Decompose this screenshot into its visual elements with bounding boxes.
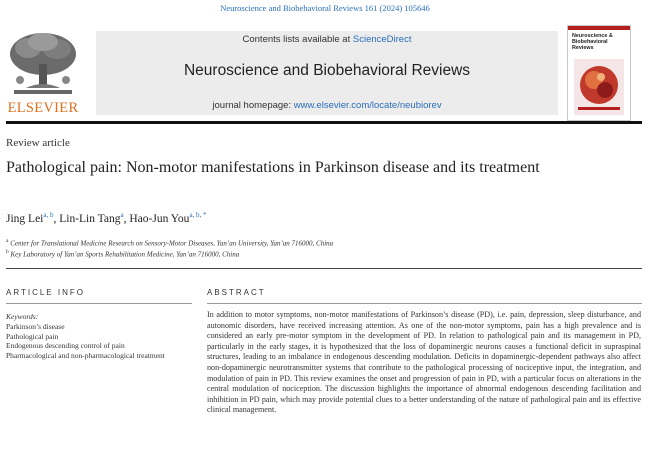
- contents-line: [96, 34, 558, 45]
- author-name[interactable]: Jing Lei: [6, 212, 44, 225]
- affiliation-text: Key Laboratory of Yan’an Sports Rehabilitation Medicine, Yan’an 716000, China: [10, 250, 240, 259]
- keyword-list: [6, 322, 190, 360]
- article-info-heading: ARTICLE INFO: [6, 288, 85, 297]
- author-name[interactable]: Hao-Jun You: [129, 212, 190, 225]
- keyword-item: Endogenous descending control of pain: [6, 341, 125, 351]
- journal-title: Neuroscience and Biobehavioral Reviews: [183, 62, 471, 79]
- article-title: Pathological pain: Non-motor manifestations in Parkinson disease and its treatment: [6, 159, 540, 176]
- article-type: Review article: [6, 137, 70, 149]
- keywords-label: Keywords:: [6, 312, 39, 321]
- affiliation-mark: b: [6, 249, 9, 255]
- cover-artwork-icon: [574, 59, 624, 115]
- author-affiliation-marks[interactable]: a, b, *: [189, 211, 207, 219]
- affiliation-b: [6, 249, 239, 258]
- homepage-link[interactable]: www.elsevier.com/locate/neubiorev: [293, 100, 442, 111]
- keyword-item: Pharmacological and non-pharmacological treatment: [6, 350, 165, 360]
- abstract-text: In addition to motor symptoms, non-motor manifestations of Parkinson’s disease (PD), i.e. pain, depression, sleep disturbance, and autonomic disorders, have received increasing attention. As one of the non-motor symptoms, pain has a high prevalence and is considered an early pre-motor symptom in the development of PD. In relation to pathological pain and its management in PD, particularly in the early stages, it is hypothesized that the loss of dopaminergic neurons causes a functional deficit in supraspinal structures, leading to an imbalance in endogenous descending modulation. Deficits in dopaminergic-dependent pathways also affect non-dopaminergic neurotransmitter systems that contribute to the pathological processing of nociceptive input, the integration, and modulation of pain in PD. This review examines the onset and progression of pain in PD, with a particular focus on alterations in the central modulation of nociception. The discussion highlights the importance of abnormal endogenous descending facilitation and inhibition in PD pain, which may provide potential clues to a better understanding of the nature of pathological pain and its effective clinical management.: [207, 310, 641, 415]
- elsevier-wordmark: ELSEVIER: [7, 100, 79, 116]
- elsevier-logo[interactable]: [6, 30, 80, 120]
- contents-prefix: Contents lists available at: [242, 34, 353, 45]
- author-affiliation-marks[interactable]: a: [120, 211, 124, 219]
- author-affiliation-marks[interactable]: a, b: [43, 211, 54, 219]
- author-list: Jing Lei$^{a, b}$, Lin-Lin Tang$^a$, Hao-Jun You$^{a, b, *}$: [6, 211, 207, 225]
- affiliation-mark: a: [6, 238, 9, 244]
- affiliation-text: Center for Translational Medicine Research on Sensory-Motor Diseases, Yan’an University, Yan’an 716000, China: [10, 239, 334, 248]
- journal-citation[interactable]: Neuroscience and Biobehavioral Reviews 161 (2024) 105646: [220, 3, 430, 13]
- keyword-item: Pathological pain: [6, 331, 59, 341]
- abstract-rule: [207, 303, 642, 304]
- abstract-heading: ABSTRACT: [207, 288, 266, 297]
- author-name[interactable]: Lin-Lin Tang: [59, 212, 121, 225]
- cover-stripe: [568, 26, 630, 30]
- keyword-item: Parkinson’s disease: [6, 322, 65, 331]
- section-divider: [6, 268, 642, 269]
- homepage-prefix: journal homepage:: [212, 100, 294, 111]
- header-divider: [6, 121, 642, 124]
- elsevier-tree-icon: [6, 30, 80, 98]
- affiliation-a: [6, 238, 333, 247]
- homepage-line: [96, 100, 558, 111]
- journal-cover-thumbnail[interactable]: [567, 25, 631, 121]
- sciencedirect-link[interactable]: ScienceDirect: [352, 34, 412, 45]
- article-info-rule: [6, 303, 192, 304]
- journal-masthead: [96, 31, 558, 115]
- cover-title: Neuroscience & Biobehavioral Reviews: [572, 33, 613, 51]
